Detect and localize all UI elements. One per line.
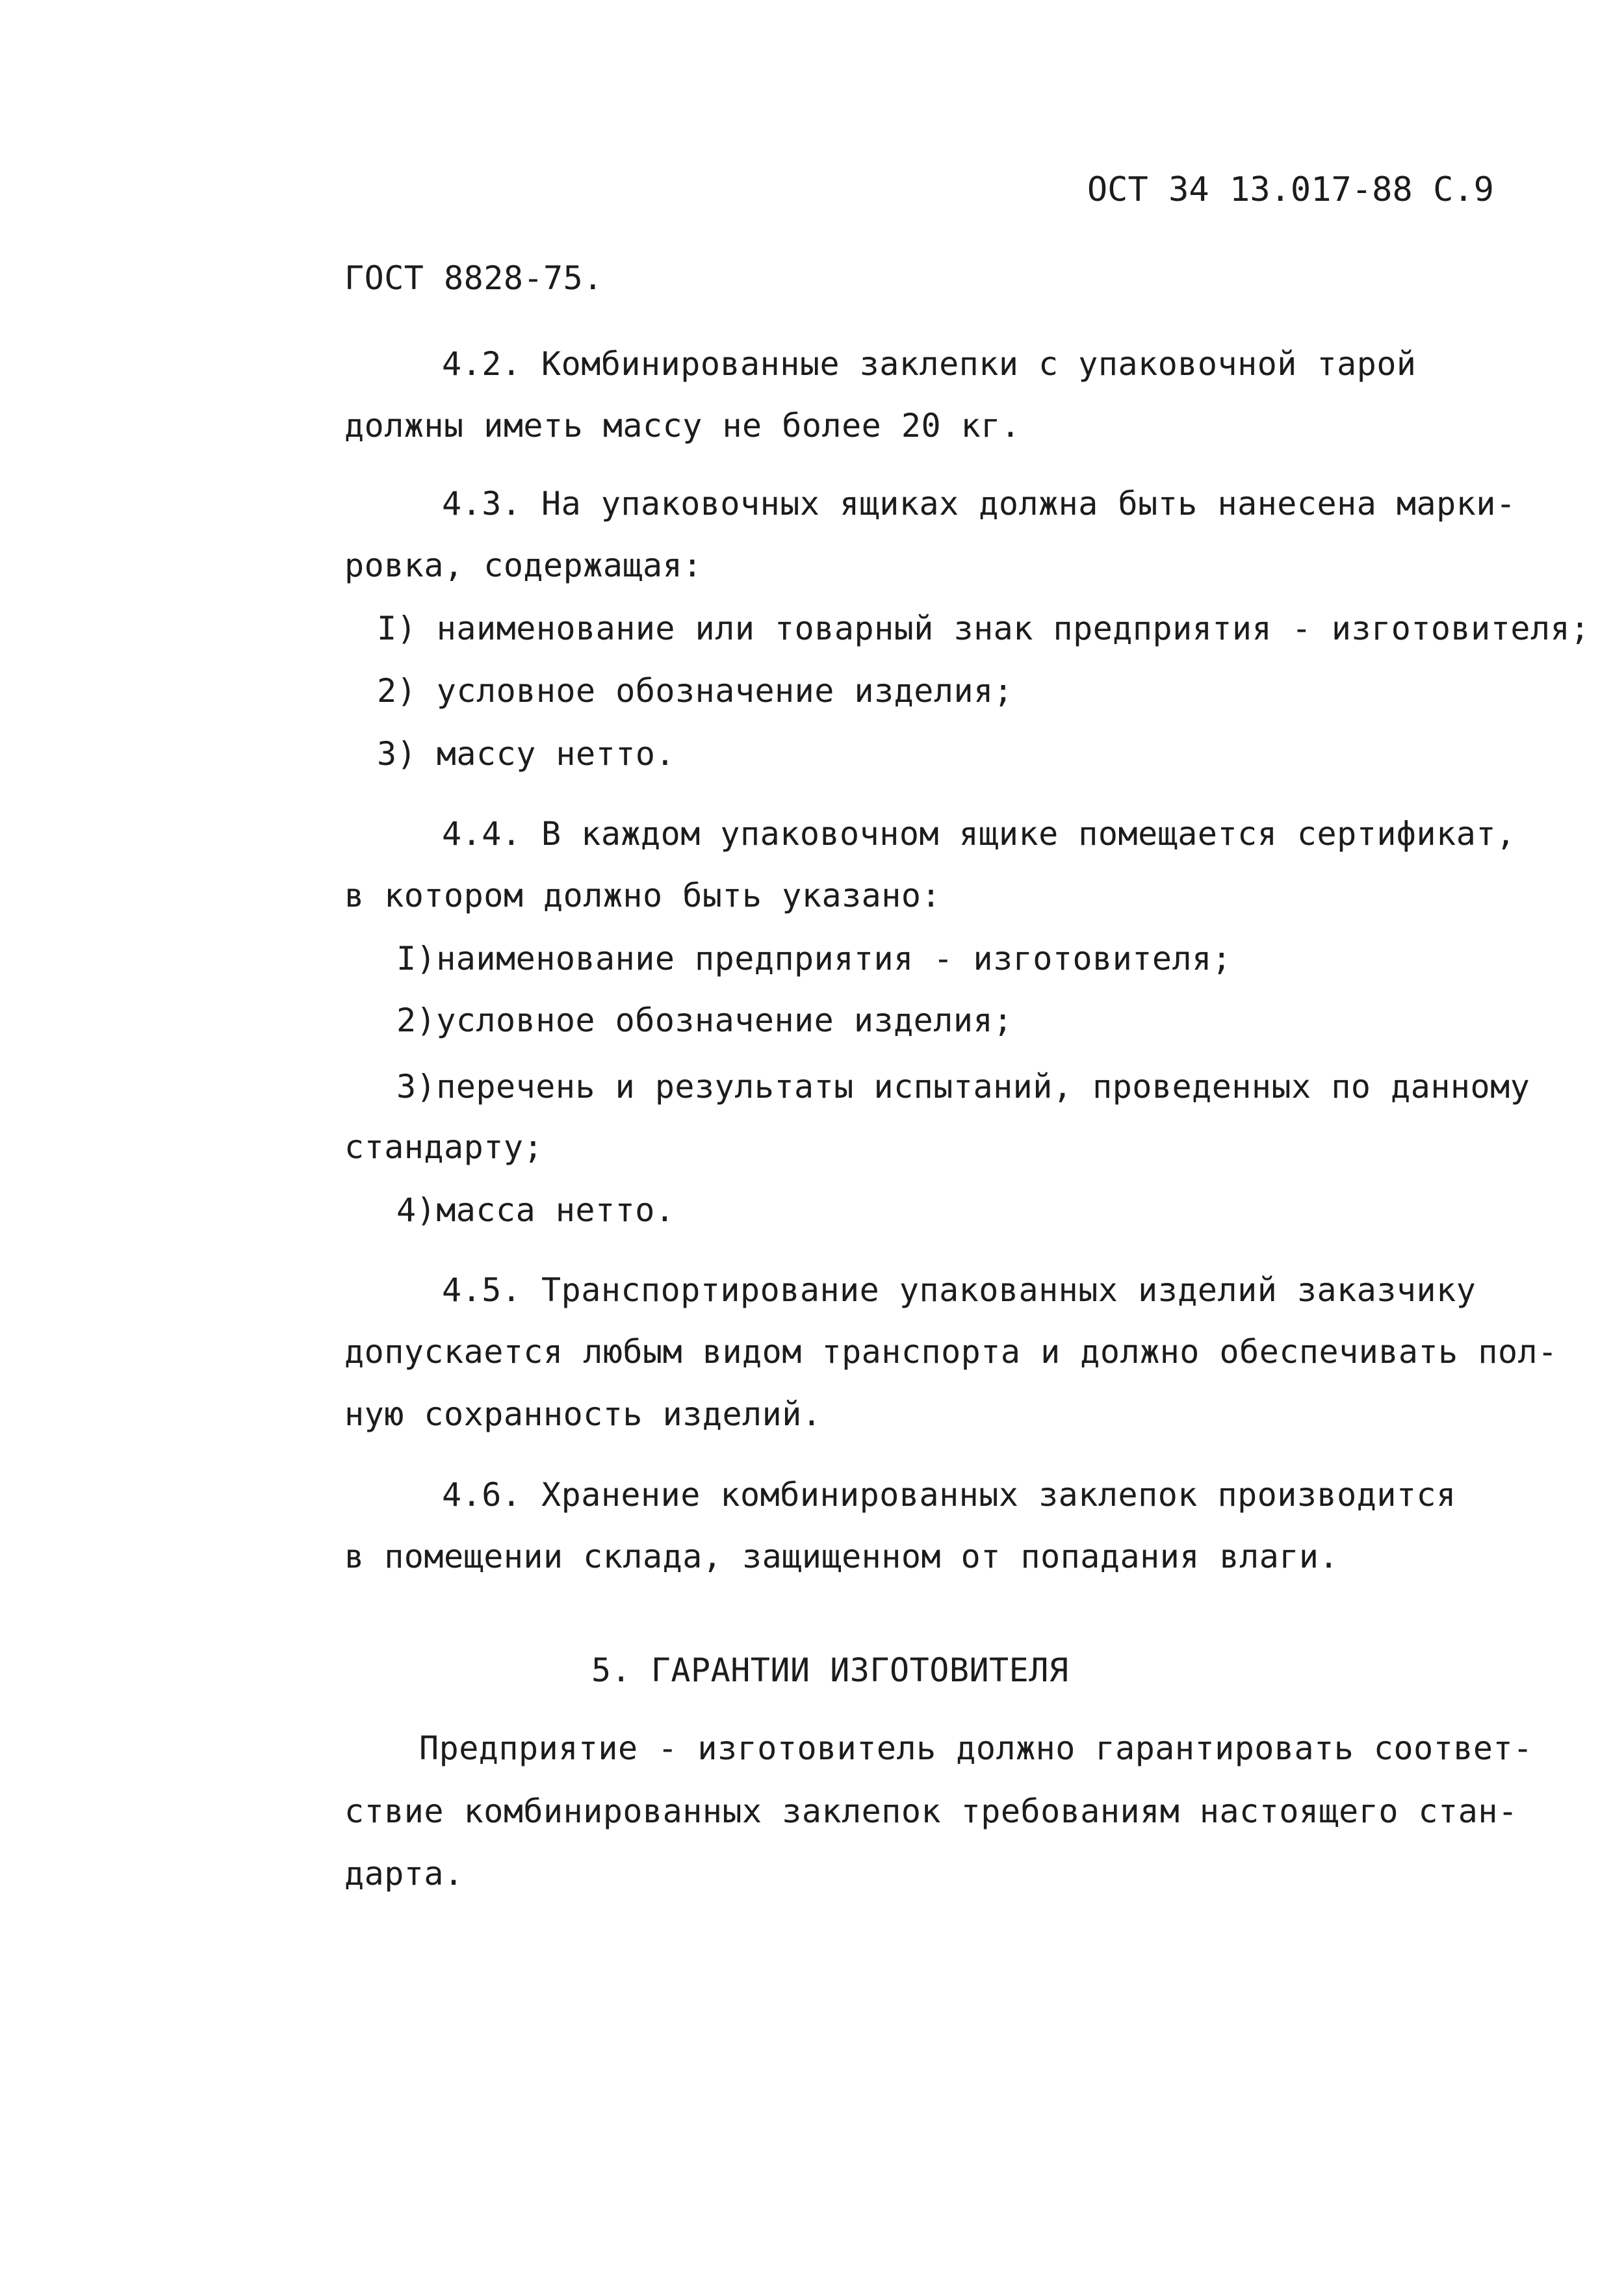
text-line: должны иметь массу не более 20 кг. — [344, 407, 1021, 445]
list-item: 4)масса нетто. — [396, 1191, 675, 1229]
paragraph-4-6-line: 4.6. Хранение комбинированных заклепок производится — [442, 1476, 1456, 1514]
section-heading: 5. ГАРАНТИИ ИЗГОТОВИТЕЛЯ — [591, 1651, 1069, 1689]
list-item: 3) массу нетто. — [377, 735, 676, 773]
page-header-code: ОСТ 34 13.017-88 С.9 — [1087, 170, 1494, 209]
list-item: 2)условное обозначение изделия; — [396, 1002, 1013, 1039]
text-line: ГОСТ 8828-75. — [344, 259, 603, 297]
text-line: ровка, содержащая: — [344, 547, 702, 584]
text-line: ствие комбинированных заклепок требованиям настоящего стан- — [344, 1792, 1518, 1830]
text-line: ную сохранность изделий. — [344, 1395, 822, 1433]
text-line: дарта. — [344, 1855, 464, 1893]
text-line: в котором должно быть указано: — [344, 877, 942, 914]
paragraph-4-3-line: 4.3. На упаковочных ящиках должна быть нанесена марки- — [442, 485, 1516, 523]
list-item: 3)перечень и результаты испытаний, проведенных по данному — [396, 1068, 1530, 1106]
text-line: допускается любым видом транспорта и должно обеспечивать пол- — [344, 1333, 1558, 1371]
paragraph-4-2-line: 4.2. Комбинированные заклепки с упаковочной тарой — [442, 345, 1417, 383]
text-line: в помещении склада, защищенном от попадания влаги. — [344, 1538, 1339, 1575]
list-item: I)наименование предприятия - изготовителя; — [396, 940, 1232, 977]
paragraph-4-5-line: 4.5. Транспортирование упакованных изделий заказчику — [442, 1271, 1476, 1309]
list-item: 2) условное обозначение изделия; — [377, 672, 1014, 710]
list-item: I) наименование или товарный знак предприятия - изготовителя; — [377, 610, 1590, 647]
text-line: Предприятие - изготовитель должно гарантировать соответ- — [419, 1729, 1533, 1767]
text-line: стандарту; — [344, 1128, 544, 1166]
paragraph-4-4-line: 4.4. В каждом упаковочном ящике помещается сертификат, — [442, 815, 1516, 853]
